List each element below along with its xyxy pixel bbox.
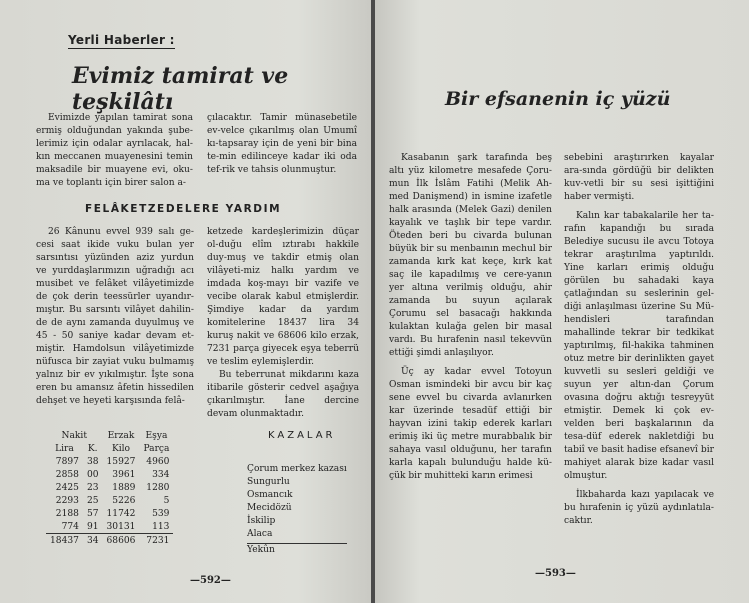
paragraph: Kalın kar tabakalarile her ta-rafın kapandığı bu sırada Belediye sucusu ile avcu Totoya tekrar araştırılma yaptırıldı. Yine karları erimiş olduğu görülen bu sahadaki kaya çatlağından su seslerinin gel-diği anlaşılması üzerine Su Mü-hendisleri tarafından mahallinde tekrar bir tedkikat yaptırılmış, fil-hakika tahminen otuz metre bir derinlikten gayet kuvvetli su sesleri geldiği ve suyun yer altın-dan Çorum ovasına doğru aktığı tesreyyüt etmiştir. Demek ki çok ev-velden beri başkalarının da tesa-düf ederek nakletdiği bu tabiî ve basit hadise efsanevî bir mahiyet alarak bize kadar vasıl olmuştur. — [564, 211, 714, 481]
cell-kilo: 3961 — [112, 469, 136, 480]
cell-parca: 1280 — [146, 482, 170, 493]
right-page — [375, 0, 749, 603]
table-row — [46, 481, 173, 494]
cell-kurus: 57 — [86, 508, 99, 519]
cell-kurus: 34 — [83, 534, 103, 548]
header-nakit: Nakit — [61, 430, 87, 441]
table-row — [46, 468, 173, 481]
paragraph: sebebini araştırırken kayalar ara-sında gördüğü bir delikten kuv-vetli bir su sesi işittiğini haber vermişti. — [564, 153, 714, 202]
cell-parca: 113 — [152, 521, 170, 532]
kaza-name: Alaca — [247, 529, 273, 539]
paragraph: Evimizde yapılan tamirat sona ermiş olduğundan yakında şube-lerimiz için odalar ayrılacak, hal-kın meccanen muayenesini temin maksadile bir muayene evi, oku-ma ve toplantı için birer salon a- — [36, 113, 193, 188]
page-number-left: —592— — [190, 575, 231, 586]
paragraph: çılacaktır. Tamir münasebetile ev-velce çıkarılmış olan Umumî kı-tapsaray için de yeni bir bina te-min edilinceye kadar iki oda tef-rik ve tahsis olunmuştur. — [207, 113, 357, 175]
left-page — [0, 0, 373, 603]
cell-kurus: 23 — [86, 482, 99, 493]
section-header: Yerli Haberler : — [68, 33, 175, 47]
cell-lira: 18437 — [46, 534, 83, 548]
paragraph: Bu teberrunat mikdarını kaza itibarile gösterir cedvel aşağıya çıkarılmıştır. İane dercine devam olunmaktadır. — [207, 370, 359, 419]
kazalar-list — [247, 463, 347, 557]
cell-kurus: 00 — [86, 469, 99, 480]
table-row — [46, 520, 173, 534]
kaza-name: Osmancık — [247, 490, 293, 500]
cell-lira: 2293 — [55, 495, 79, 506]
cell-parca: 4960 — [146, 456, 170, 467]
article-title-repair: Evimiz tamirat ve teşkilâtı — [72, 63, 289, 115]
header-lira: Lira — [55, 443, 74, 454]
article-legend-col2 — [564, 152, 714, 528]
kaza-name: Sungurlu — [247, 477, 290, 487]
paragraph: 26 Kânunu evvel 939 salı ge-cesi saat ikide vuku bulan yer sarsıntısı yüzünden aziz yurdun ve yurddaşlarımızın uğradığı acı musibet ve felâket vilâyetimizde de çok derin teessürler uyandır-mıştır. Bu sarsıntı vilâyet dahilin-de de aynı zamanda duyulmuş ve 45 - 50 saniye kadar devam et-miştir. Hamdolsun vilâyetimizde nüfusca bir zayiat vuku bulmamış yalnız bir ev yıkılmıştır. İşte sona eren bu amansız âfetin hissedilen dehşet ve heyeti karşısında felâ- — [36, 227, 194, 406]
cell-parca: 539 — [152, 508, 170, 519]
cell-kilo: 5226 — [112, 495, 136, 506]
kaza-name: İskilip — [247, 516, 276, 526]
paragraph: Kasabanın şark tarafında beş altı yüz kilometre mesafede Çoru-mun İlk İslâm Fatihi (Melik Ah-med Danişmend) in ismine izafetle halk arasında (Melek Gazi) denilen kayalık ve taşlık bir tepe vardır. Öteden beri bu civarda bulunan büyük bir su menbaının mechul bir zamanda kırk kat keçe, kırk kat saç ile kapadılmış ve cere-yanın yer altına verilmiş olduğu, ahir zamanda bu suyun açılarak Çorumu sel basacağı hakkında kulaktan kulağa gelen bir masal vardı. Bu hırafenin nasıl tekevvün ettiği şimdi anlaşılıyor. — [389, 153, 552, 358]
table-total-row — [46, 534, 173, 548]
header-kurus: K. — [87, 443, 98, 454]
article-repair-col1 — [36, 112, 193, 190]
table-row — [46, 507, 173, 520]
paragraph: Üç ay kadar evvel Totoyun Osman ismindeki bir avcu bir kaç sene evvel bu civarda avlanırken kar üzerinde tesadüf ettiği bir hayvan izini takip ederek karları erimiş iki üç metre murabbalık bir sahaya vasıl olduğunu, her tarafın karla kapalı bulunduğu halde kü-çük bir muhitteki karın erimesi — [389, 367, 552, 481]
cell-kilo: 11742 — [106, 508, 136, 519]
cell-kilo: 1889 — [112, 482, 136, 493]
article-aid-col1 — [36, 226, 194, 408]
page-number-right: —593— — [535, 568, 576, 579]
article-repair-col2 — [207, 112, 357, 177]
cell-kurus: 25 — [86, 495, 99, 506]
table-row — [46, 455, 173, 468]
cell-lira: 7897 — [55, 456, 79, 467]
cell-lira: 774 — [61, 521, 79, 532]
kaza-name: Mecidözü — [247, 503, 292, 513]
cell-lira: 2425 — [55, 482, 79, 493]
kaza-name: Çorum merkez kazası — [247, 464, 347, 474]
cell-kilo: 68606 — [103, 534, 140, 548]
article-legend-col1 — [389, 152, 552, 483]
header-esya: Eşya — [145, 430, 168, 441]
header-kilo: Kilo — [111, 443, 131, 454]
kazalar-header: KAZALAR — [268, 430, 336, 441]
header-erzak: Erzak — [107, 430, 135, 441]
cell-kilo: 30131 — [106, 521, 136, 532]
paragraph: İlkbaharda kazı yapılacak ve bu hırafenin iç yüzü aydınlatıla-caktır. — [564, 490, 714, 526]
article-subhead-aid: FELÂKETZEDELERE YARDIM — [85, 203, 282, 215]
cell-parca: 5 — [163, 495, 170, 506]
table-row — [46, 494, 173, 507]
cell-kilo: 15927 — [106, 456, 136, 467]
article-aid-col2 — [207, 226, 359, 421]
donations-table — [46, 429, 173, 547]
article-title-legend: Bir efsanenin iç yüzü — [445, 88, 671, 110]
kaza-total: Yekûn — [247, 543, 347, 557]
cell-parca: 7231 — [139, 534, 173, 548]
cell-parca: 334 — [152, 469, 170, 480]
cell-kurus: 38 — [86, 456, 99, 467]
cell-lira: 2858 — [55, 469, 79, 480]
cell-lira: 2188 — [55, 508, 79, 519]
paragraph: ketzede kardeşlerimizin düçar ol-duğu elîm ıztırabı hakkile duy-muş ve takdir etmiş olan vilâyeti-miz halkı yardım ve imdada koş-mayı bir vazife ve vecibe olarak kabul etmişlerdir. Şimdiye kadar da yardım komitelerine 18437 lira 34 kuruş nakit ve 68606 kilo erzak, 7231 parça giyecek eşya teberrü ve teslim eylemişlerdir. — [207, 227, 359, 367]
header-parca: Parça — [143, 443, 170, 454]
cell-kurus: 91 — [86, 521, 99, 532]
